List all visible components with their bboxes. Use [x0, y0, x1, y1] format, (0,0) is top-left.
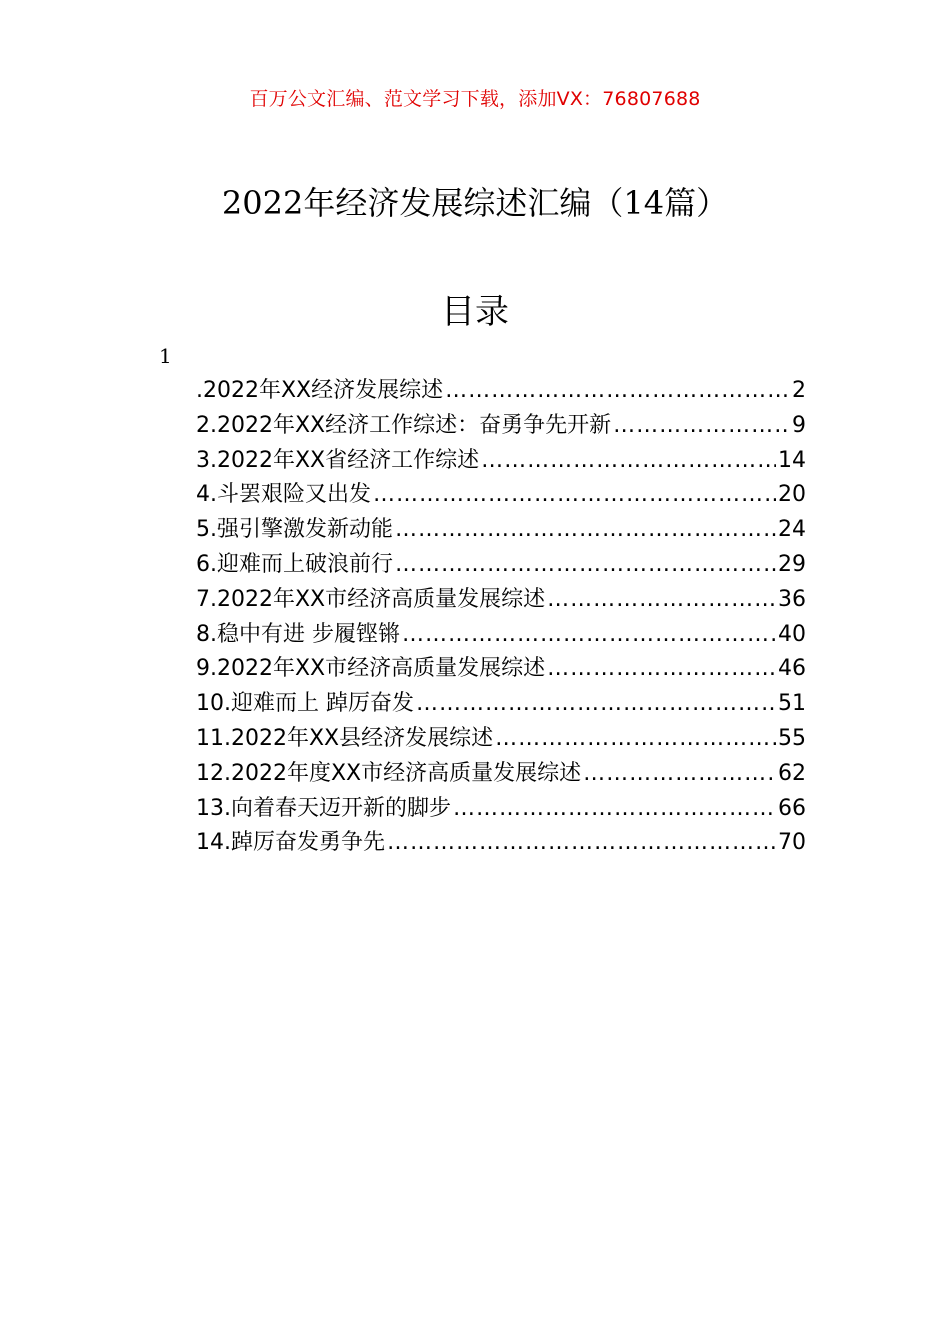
toc-entry-3[interactable] — [196, 443, 806, 478]
toc-dot-leader — [395, 517, 776, 542]
toc-entry-title: 8.稳中有进 步履铿锵 — [196, 621, 400, 647]
toc-entry-9[interactable] — [196, 651, 806, 686]
toc-dot-leader — [445, 378, 790, 403]
toc-dot-leader — [547, 656, 776, 681]
toc-dot-leader — [481, 448, 776, 473]
toc-entry-page: 55 — [778, 725, 806, 751]
toc-entry-10[interactable] — [196, 686, 806, 721]
toc-entry-title: 4.斗罢艰险又出发 — [196, 482, 371, 508]
toc-entry-page: 14 — [778, 447, 806, 473]
toc-dot-leader — [495, 726, 776, 751]
toc-entry-page: 36 — [778, 586, 806, 612]
toc-entry-13[interactable] — [196, 791, 806, 826]
toc-entry-title: 2.2022年XX经济工作综述：奋勇争先开新 — [196, 412, 612, 438]
toc-entry-page: 2 — [792, 378, 806, 403]
toc-dot-leader — [453, 796, 776, 821]
toc-entry-5[interactable] — [196, 512, 806, 547]
toc-entry-title: .2022年XX经济发展综述 — [196, 378, 444, 403]
toc-dot-leader — [416, 691, 776, 716]
toc-entry-12[interactable] — [196, 756, 806, 791]
header-note: 百万公文汇编、范文学习下载，添加VX：76807688 — [249, 88, 701, 110]
toc-heading: 目录 — [441, 292, 509, 332]
toc-entry-11[interactable] — [196, 721, 806, 756]
toc-entry-title: 3.2022年XX省经济工作综述 — [196, 447, 480, 473]
toc-entry-page: 66 — [778, 795, 806, 821]
toc-entry-page: 62 — [778, 760, 806, 786]
toc-entry-page: 46 — [778, 656, 806, 682]
toc-entry-title: 13.向着春天迈开新的脚步 — [196, 795, 451, 821]
toc-entry-page: 29 — [778, 551, 806, 577]
document-title: 2022年经济发展综述汇编（14篇） — [221, 184, 729, 222]
toc-entry-page: 20 — [778, 482, 806, 508]
toc-entry-title: 11.2022年XX县经济发展综述 — [196, 725, 494, 751]
toc-dot-leader — [387, 830, 776, 855]
toc-entry-1[interactable] — [196, 373, 806, 408]
toc-entry-7[interactable] — [196, 582, 806, 617]
toc-entry-14[interactable] — [196, 825, 806, 860]
page-number-marker: 1 — [159, 344, 172, 368]
toc-dot-leader — [373, 482, 776, 507]
toc-entry-page: 24 — [778, 517, 806, 543]
table-of-contents — [196, 373, 806, 860]
toc-entry-title: 7.2022年XX市经济高质量发展综述 — [196, 586, 546, 612]
toc-entry-4[interactable] — [196, 477, 806, 512]
toc-entry-page: 40 — [778, 621, 806, 647]
toc-entry-page: 9 — [792, 412, 806, 438]
toc-entry-title: 9.2022年XX市经济高质量发展综述 — [196, 656, 546, 682]
toc-entry-8[interactable] — [196, 617, 806, 652]
toc-entry-title: 14.踔厉奋发勇争先 — [196, 830, 385, 856]
toc-entry-page: 70 — [778, 830, 806, 856]
toc-entry-title: 5.强引擎激发新动能 — [196, 517, 393, 543]
toc-entry-6[interactable] — [196, 547, 806, 582]
toc-dot-leader — [395, 552, 776, 577]
toc-dot-leader — [402, 622, 776, 647]
toc-entry-2[interactable] — [196, 408, 806, 443]
toc-entry-title: 12.2022年度XX市经济高质量发展综述 — [196, 760, 582, 786]
toc-dot-leader — [547, 587, 776, 612]
toc-entry-title: 10.迎难而上 踔厉奋发 — [196, 691, 414, 717]
toc-dot-leader — [613, 413, 790, 438]
toc-entry-title: 6.迎难而上破浪前行 — [196, 551, 393, 577]
toc-dot-leader — [583, 761, 776, 786]
toc-entry-page: 51 — [778, 691, 806, 717]
